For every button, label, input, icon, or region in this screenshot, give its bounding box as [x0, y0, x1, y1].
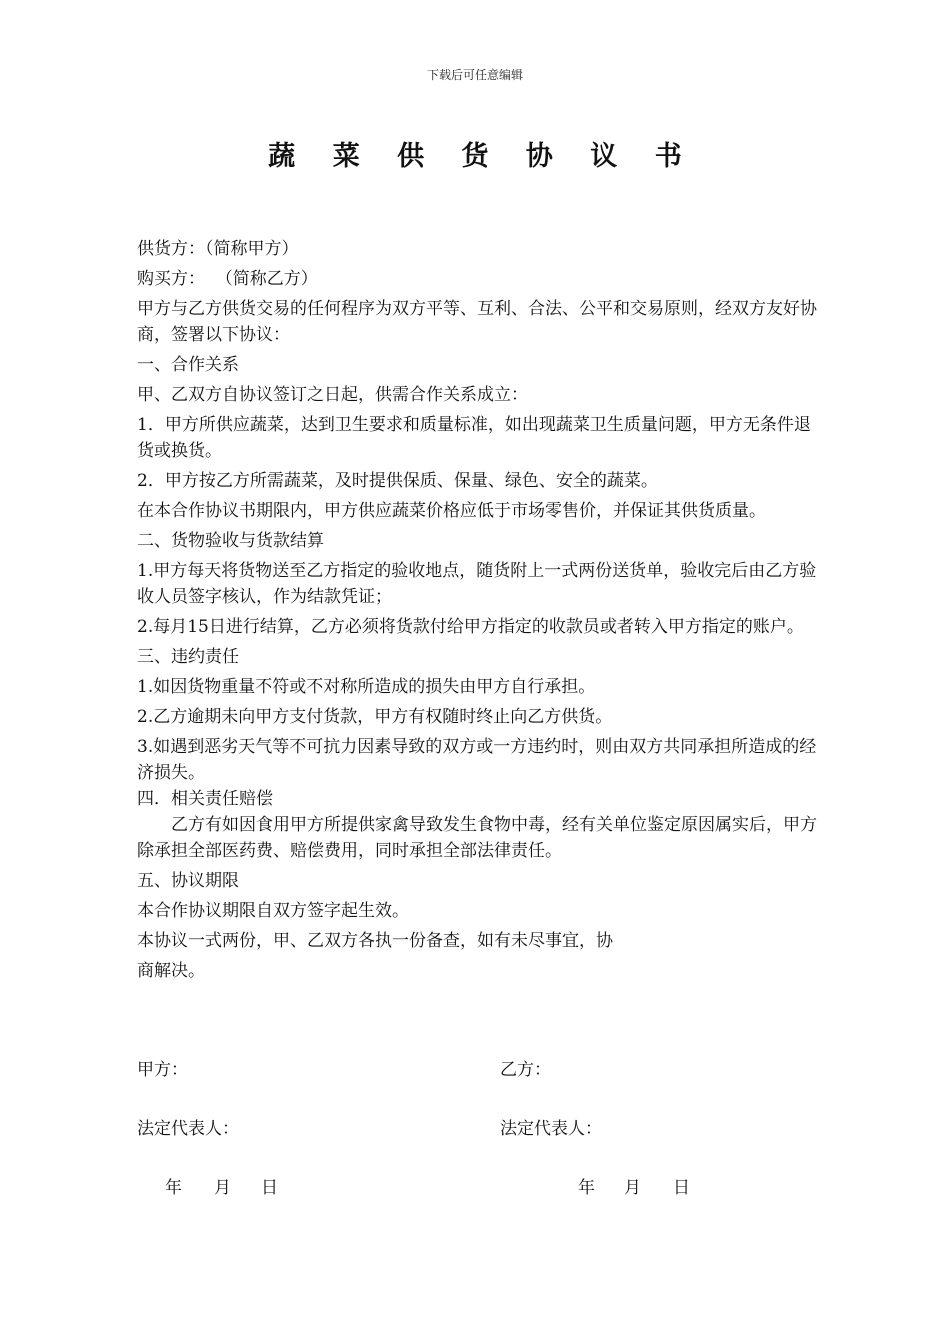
agreement-body	[137, 236, 817, 984]
clause-item: 2．甲方按乙方所需蔬菜，及时提供保质、保量、绿色、安全的蔬菜。	[137, 471, 658, 491]
paragraph: 本协议一式两份，甲、乙双方各执一份备查，如有未尽事宜，协	[137, 931, 613, 951]
paragraph: 甲、乙双方自协议签订之日起，供需合作关系成立：	[137, 385, 528, 405]
section-heading: 二、货物验收与货款结算	[137, 531, 324, 551]
day-label: 日	[261, 1178, 278, 1198]
paragraph: 本合作协议期限自双方签字起生效。	[137, 901, 409, 921]
party-b-date-line	[578, 1175, 690, 1201]
section-heading: 三、违约责任	[137, 647, 239, 667]
paragraph: 在本合作协议书期限内，甲方供应蔬菜价格应低于市场零售价，并保证其供货质量。	[137, 501, 766, 521]
day-label: 日	[673, 1178, 690, 1198]
paragraph: 乙方有如因食用甲方所提供家禽导致发生食物中毒，经有关单位鉴定原因属实后，甲方除承担全部医药费、赔偿费用，同时承担全部法律责任。	[137, 815, 817, 861]
party-a-signature-label: 甲方：	[137, 1060, 188, 1080]
section-heading: 一、合作关系	[137, 355, 239, 375]
year-label: 年	[578, 1178, 595, 1198]
month-label: 月	[214, 1178, 231, 1198]
clause-item: 2.每月15日进行结算，乙方必须将货款付给甲方指定的收款员或者转入甲方指定的账户。	[137, 617, 804, 637]
clause-item: 3.如遇到恶劣天气等不可抗力因素导致的双方或一方违约时，则由双方共同承担所造成的经济损失。	[137, 737, 817, 783]
document-title: 蔬 菜 供 货 协 议 书	[268, 141, 696, 172]
intro-paragraph: 甲方与乙方供货交易的任何程序为双方平等、互利、合法、公平和交易原则，经双方友好协商，签署以下协议：	[137, 299, 817, 345]
clause-item: 2.乙方逾期未向甲方支付货款，甲方有权随时终止向乙方供货。	[137, 707, 613, 727]
section-heading: 四．相关责任赔偿	[137, 789, 273, 809]
party-a-representative-label: 法定代表人：	[137, 1119, 239, 1139]
buyer-line: 购买方： （简称乙方）	[137, 269, 318, 289]
supplier-line: 供货方：（简称甲方）	[137, 239, 299, 259]
party-b-representative-label: 法定代表人：	[500, 1119, 602, 1139]
clause-item: 1.如因货物重量不符或不对称所造成的损失由甲方自行承担。	[137, 677, 596, 697]
page-header-note: 下载后可任意编辑	[426, 68, 523, 82]
clause-item: 1.甲方每天将货物送至乙方指定的验收地点，随货附上一式两份送货单，验收完后由乙方验收人员签字核认，作为结款凭证；	[137, 561, 817, 607]
party-a-date-line	[165, 1175, 278, 1201]
month-label: 月	[624, 1178, 641, 1198]
paragraph: 商解决。	[137, 961, 205, 981]
section-heading: 五、协议期限	[137, 871, 239, 891]
clause-item: 1．甲方所供应蔬菜，达到卫生要求和质量标准，如出现蔬菜卫生质量问题，甲方无条件退货或换货。	[137, 415, 811, 461]
party-b-signature-label: 乙方：	[500, 1060, 551, 1080]
year-label: 年	[165, 1178, 182, 1198]
